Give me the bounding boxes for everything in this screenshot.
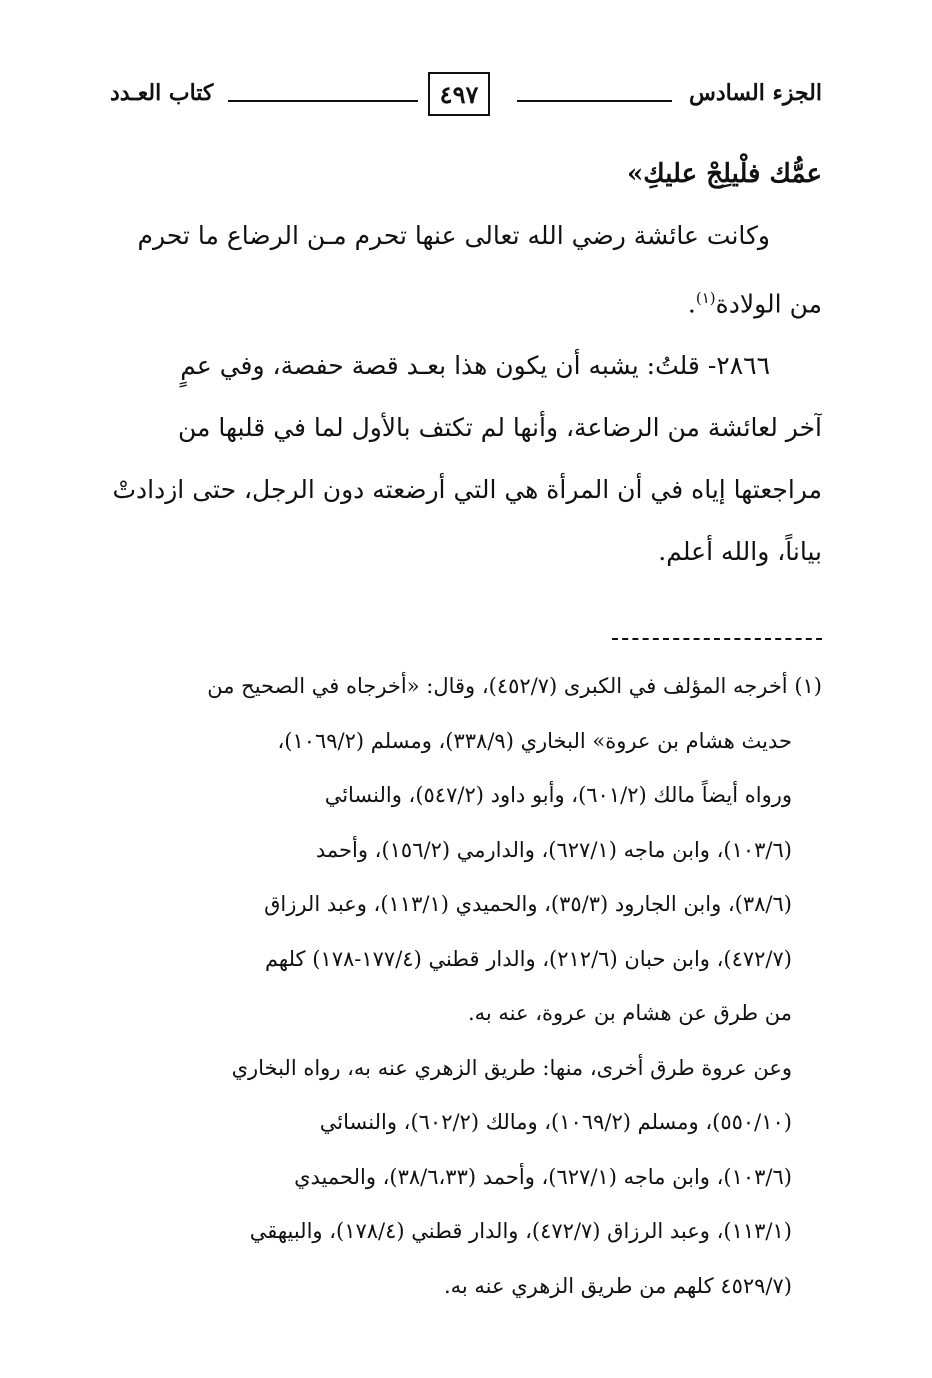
text-line: ٢٨٦٦- قلتُ: يشبه أن يكون هذا بعـد قصة حفصة، وفي عمٍ bbox=[180, 351, 770, 380]
page-number: ٤٩٧ bbox=[439, 79, 479, 109]
footnote-line: ورواه أيضاً مالك (٦٠١/٢)، وأبو داود (٥٤٧/٢)، والنسائي bbox=[324, 783, 792, 807]
text-line: مراجعتها إياه في أن المرأة هي التي أرضعته دون الرجل، حتى ازدادتْ bbox=[112, 475, 822, 504]
footnote-line: (٣٨/٦)، وابن الجارود (٣٥/٣)، والحميدي (١١٣/١)، وعبد الرزاق bbox=[264, 892, 792, 916]
footnote-line: حديث هشام بن عروة» البخاري (٣٣٨/٩)، ومسلم (١٠٦٩/٢)، bbox=[277, 728, 792, 753]
footnote-line: (١) أخرجه المؤلف في الكبرى (٤٥٢/٧)، وقال: «أخرجاه في الصحيح من bbox=[207, 674, 822, 698]
page-header bbox=[110, 72, 822, 122]
footnote-reference: (١) bbox=[695, 289, 716, 307]
footnote-line: (٥٥٠/١٠)، ومسلم (١٠٦٩/٢)، ومالك (٦٠٢/٢)، والنسائي bbox=[319, 1110, 792, 1134]
footnote-line: (٤٧٢/٧)، وابن حبان (٢١٢/٦)، والدار قطني (١٧٧/٤-١٧٨) كلهم bbox=[264, 946, 792, 971]
footnotes bbox=[110, 664, 822, 1318]
footnote-line: (١١٣/١)، وعبد الرزاق (٤٧٢/٧)، والدار قطني (١٧٨/٤)، والبيهقي bbox=[249, 1219, 792, 1243]
footnote-separator bbox=[612, 638, 822, 640]
text-line: عمُّك فلْيلِجْ عليكِ» bbox=[627, 159, 822, 189]
text-line: بياناً، والله أعلم. bbox=[658, 537, 822, 566]
text-line bbox=[110, 274, 822, 336]
header-rule-left bbox=[228, 100, 418, 102]
text-line: آخر لعائشة من الرضاعة، وأنها لم تكتف بالأول لما في قلبها من bbox=[177, 413, 822, 442]
header-rule-right bbox=[517, 100, 672, 102]
footnote-line: من طرق عن هشام بن عروة، عنه به. bbox=[467, 1001, 792, 1025]
footnote-line: وعن عروة طرق أخرى، منها: طريق الزهري عنه به، رواه البخاري bbox=[231, 1055, 792, 1080]
text-line: وكانت عائشة رضي الله تعالى عنها تحرم مـن الرضاع ما تحرم bbox=[137, 221, 770, 250]
book-title: كتاب العـدد bbox=[110, 80, 214, 106]
text-segment: من الولادة bbox=[715, 289, 822, 319]
page-number-box bbox=[428, 72, 490, 116]
footnote-line: (١٠٣/٦)، وابن ماجه (٦٢٧/١)، والدارمي (١٥٦/٢)، وأحمد bbox=[315, 837, 792, 862]
main-text bbox=[110, 150, 822, 590]
footnote-line: (١٠٣/٦)، وابن ماجه (٦٢٧/١)، وأحمد (٣٨/٦،٣٣)، والحميدي bbox=[294, 1164, 792, 1189]
part-title: الجزء السادس bbox=[689, 80, 822, 106]
text-period: . bbox=[687, 289, 696, 319]
footnote-line: (٤٥٢٩/٧ كلهم من طريق الزهري عنه به. bbox=[443, 1273, 792, 1298]
